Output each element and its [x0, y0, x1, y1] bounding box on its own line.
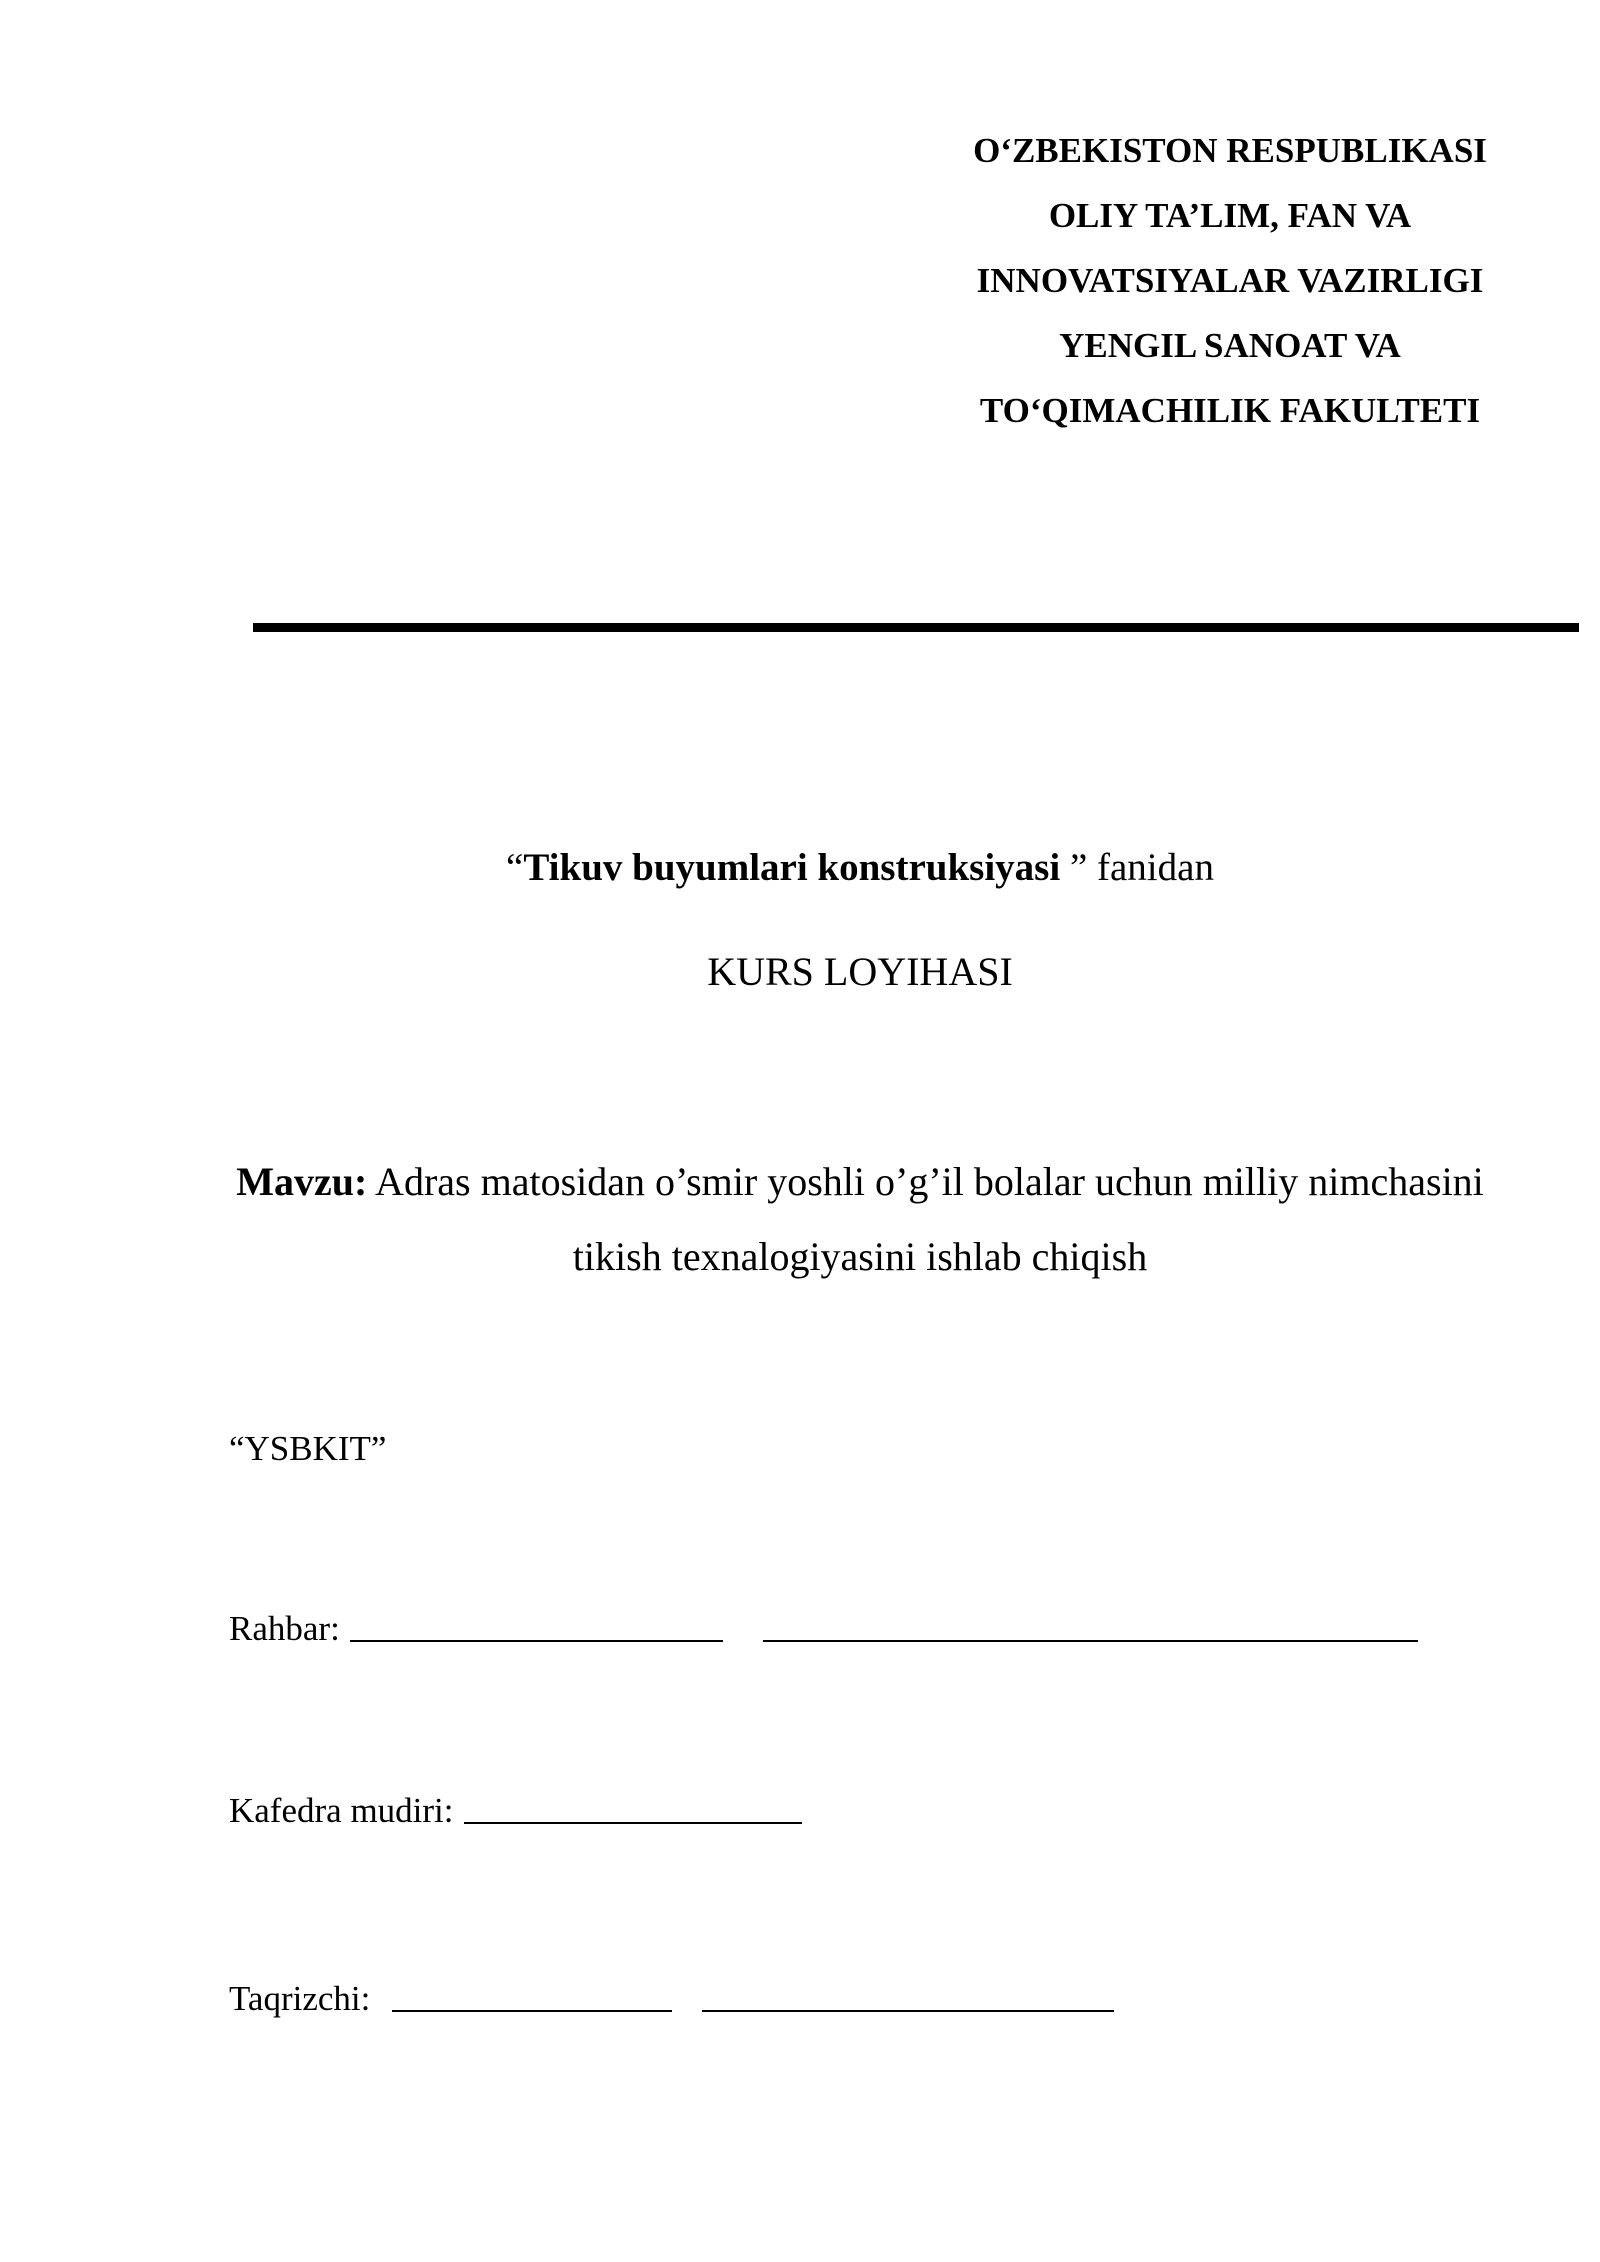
ministry-header — [920, 118, 1540, 443]
rahbar-signature-line — [350, 1610, 723, 1642]
rahbar-label: Rahbar: — [229, 1609, 340, 1648]
topic-label: Mavzu: — [236, 1159, 368, 1204]
topic-text: Adras matosidan o’smir yoshli o’g’il bolalar uchun milliy nimchasini tikish texnalogiyasini ishlab chiqish — [367, 1159, 1484, 1279]
subject-open-quote: “ — [506, 846, 524, 889]
kafedra-signature-line — [464, 1792, 802, 1824]
taqrizchi-name-line — [702, 1980, 1114, 2012]
kafedra-label: Kafedra mudiri: — [229, 1791, 454, 1830]
taqrizchi-signature-line — [392, 1980, 672, 2012]
header-line-faculty-1: YENGIL SANOAT VA — [1059, 326, 1401, 365]
header-line-ministry-1: OLIY TA’LIM, FAN VA — [1048, 196, 1412, 235]
header-line-faculty-2: TO‘QIMACHILIK FAKULTETI — [979, 391, 1481, 430]
taqrizchi-signature-row — [229, 1971, 1114, 2027]
kafedra-signature-row — [229, 1783, 802, 1839]
organization-name: “YSBKIT” — [229, 1429, 387, 1468]
document-type-title: KURS LOYIHASI — [707, 949, 1013, 994]
topic-block — [230, 1144, 1490, 1294]
header-line-ministry-2: INNOVATSIYALAR VAZIRLIGI — [976, 261, 1484, 300]
rahbar-name-line — [763, 1610, 1418, 1642]
header-line-country: O‘ZBEKISTON RESPUBLIKASI — [973, 131, 1487, 170]
header-divider — [253, 623, 1579, 632]
subject-line — [0, 840, 1600, 896]
subject-close-quote: ” — [1069, 846, 1088, 889]
taqrizchi-label: Taqrizchi: — [229, 1979, 371, 2018]
subject-name: Tikuv buyumlari konstruksiyasi — [523, 846, 1070, 889]
rahbar-signature-row — [229, 1601, 1418, 1657]
subject-suffix: fanidan — [1087, 846, 1214, 889]
